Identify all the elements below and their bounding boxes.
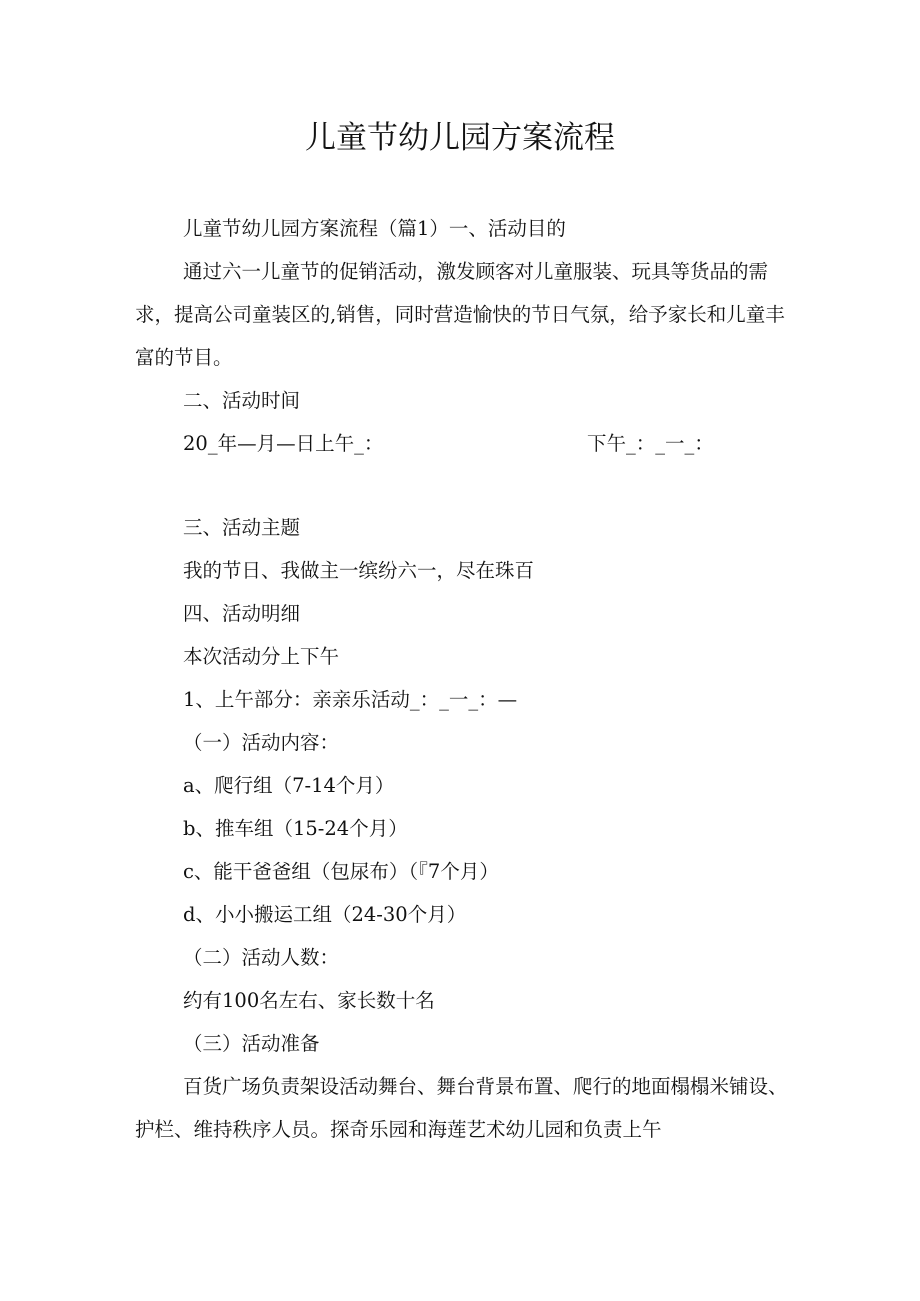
- paragraph-section-1-heading: 儿童节幼儿园方案流程（篇1）一、活动目的: [183, 217, 566, 240]
- paragraph-activity-theme-heading: 三、活动主题: [183, 516, 301, 539]
- activity-time-morning: 20_年—月—日上午_：: [183, 432, 384, 455]
- list-item-porter-group: d、小小搬运工组（24-30个月）: [183, 903, 467, 926]
- paragraph-activity-theme: 我的节日、我做主一缤纷六一，尽在珠百: [183, 559, 535, 582]
- activity-time-afternoon: 下午_：_一_：: [587, 432, 714, 455]
- list-item-crawling-group: a、爬行组（7-14个月）: [183, 774, 395, 797]
- paragraph-participants: 约有100名左右、家长数十名: [183, 989, 435, 1012]
- paragraph-activity-purpose: 通过六一儿童节的促销活动，激发顾客对儿童服装、玩具等货品的需求，提高公司童装区的,销售，同时营造愉快的节日气氛，给予家长和儿童丰富的节目。: [135, 260, 785, 369]
- blank-line: [135, 465, 795, 506]
- paragraph-participants-heading: （二）活动人数：: [183, 946, 340, 969]
- list-item-dad-group: c、能干爸爸组（包尿布）（『7个月）: [183, 860, 499, 883]
- activity-time-row: [135, 422, 795, 465]
- paragraph-preparation-heading: （三）活动准备: [183, 1032, 320, 1055]
- paragraph-activity-split: 本次活动分上下午: [183, 645, 340, 668]
- paragraph-preparation: 百货广场负责架设活动舞台、舞台背景布置、爬行的地面榻榻米铺设、护栏、维持秩序人员。探奇乐园和海莲艺术幼儿园和负责上午: [135, 1075, 788, 1141]
- document-title: 儿童节幼儿园方案流程: [305, 120, 615, 156]
- paragraph-content-heading: （一）活动内容：: [183, 731, 340, 754]
- paragraph-activity-time-heading: 二、活动时间: [183, 389, 301, 412]
- paragraph-activity-details-heading: 四、活动明细: [183, 602, 301, 625]
- paragraph-morning-part: 1、上午部分：亲亲乐活动_：_一_：—: [183, 688, 518, 711]
- document-body: [135, 207, 795, 1151]
- list-item-stroller-group: b、推车组（15-24个月）: [183, 817, 408, 840]
